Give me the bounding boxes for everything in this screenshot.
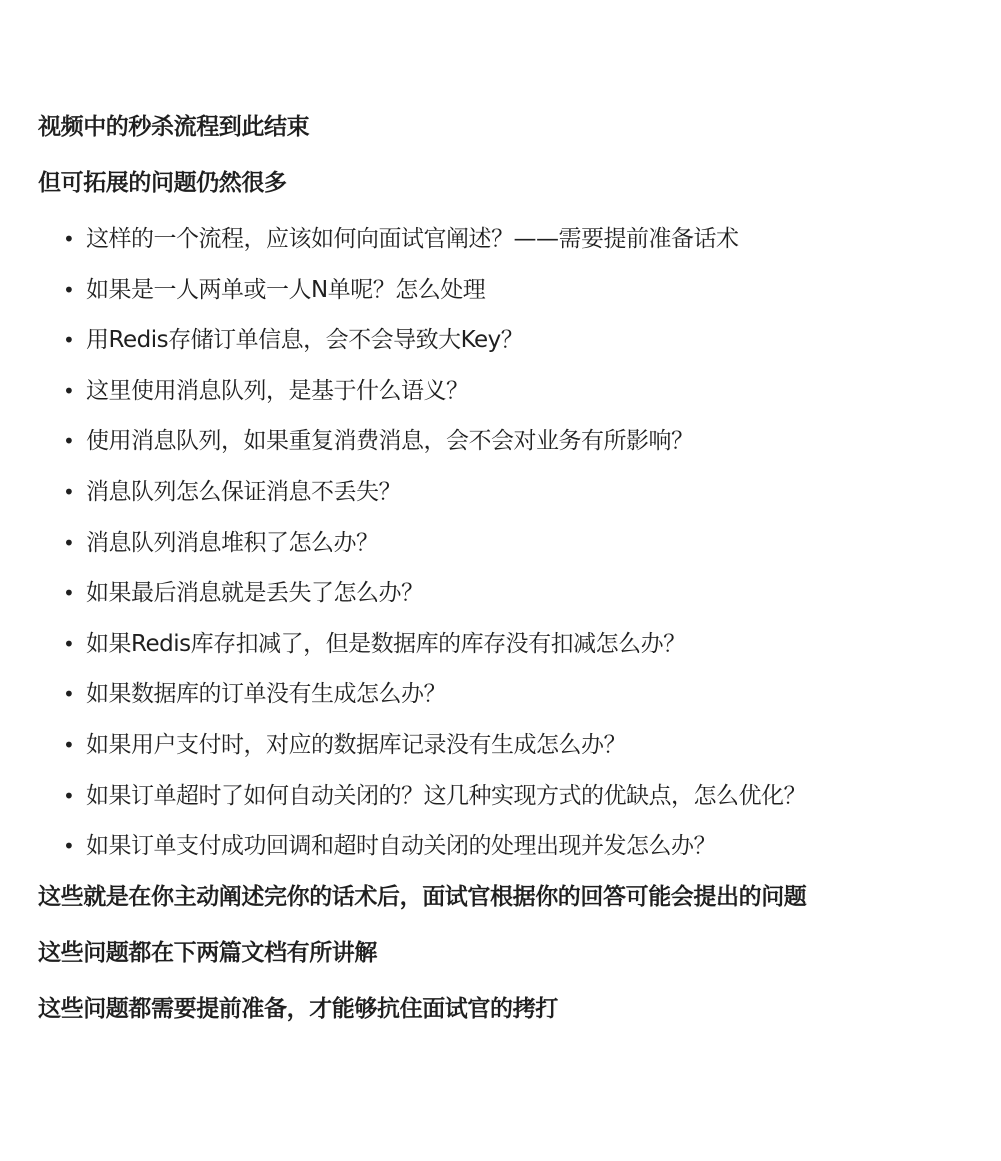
bullet-icon: • bbox=[63, 328, 75, 353]
list-item bbox=[63, 269, 978, 311]
list-item-text: 如果是一人两单或一人N单呢？怎么处理 bbox=[86, 276, 486, 303]
intro-line-2: 但可拓展的问题仍然很多 bbox=[38, 170, 287, 196]
list-item-text: 如果数据库的订单没有生成怎么办？ bbox=[86, 681, 446, 708]
outro-line-1: 这些就是在你主动阐述完你的话术后，面试官根据你的回答可能会提出的问题 bbox=[38, 883, 807, 910]
list-item bbox=[63, 370, 978, 412]
list-item-text: 消息队列消息堆积了怎么办？ bbox=[86, 529, 379, 556]
outro-line-3: 这些问题都需要提前准备，才能够抗住面试官的拷打 bbox=[38, 995, 558, 1022]
list-item bbox=[63, 522, 978, 564]
list-item bbox=[63, 825, 978, 867]
bullet-icon: • bbox=[63, 227, 75, 251]
intro-line-1: 视频中的秒杀流程到此结束 bbox=[38, 114, 310, 140]
list-item bbox=[63, 724, 978, 766]
bullet-icon: • bbox=[63, 277, 75, 302]
list-item bbox=[63, 218, 978, 260]
list-item-text: 如果Redis库存扣减了，但是数据库的库存没有扣减怎么办？ bbox=[86, 630, 686, 657]
list-item bbox=[63, 775, 978, 817]
bullet-icon: • bbox=[63, 479, 75, 504]
bullet-icon: • bbox=[63, 378, 75, 403]
list-item-text: 用Redis存储订单信息，会不会导致大Key？ bbox=[86, 327, 524, 354]
list-item-text: 这里使用消息队列，是基于什么语义？ bbox=[86, 377, 469, 404]
outro-line-2: 这些问题都在下两篇文档有所讲解 bbox=[38, 939, 378, 966]
list-item-text: 如果订单超时了如何自动关闭的？这几种实现方式的优缺点，怎么优化？ bbox=[86, 782, 806, 809]
list-item-text: 这样的一个流程，应该如何向面试官阐述？——需要提前准备话术 bbox=[86, 226, 739, 252]
list-item bbox=[63, 673, 978, 715]
bullet-icon: • bbox=[63, 530, 75, 555]
bullet-icon: • bbox=[63, 783, 75, 808]
bullet-icon: • bbox=[63, 732, 75, 757]
list-item-text: 消息队列怎么保证消息不丢失？ bbox=[86, 478, 401, 505]
bullet-icon: • bbox=[63, 834, 75, 859]
list-item bbox=[63, 420, 978, 462]
list-item-text: 如果用户支付时，对应的数据库记录没有生成怎么办？ bbox=[86, 731, 626, 758]
bullet-icon: • bbox=[63, 682, 75, 707]
list-item bbox=[63, 572, 978, 614]
list-item-text: 如果订单支付成功回调和超时自动关闭的处理出现并发怎么办？ bbox=[86, 833, 716, 860]
list-item-text: 如果最后消息就是丢失了怎么办？ bbox=[86, 580, 424, 607]
bullet-icon: • bbox=[63, 429, 75, 454]
list-item bbox=[63, 319, 978, 361]
bullet-icon: • bbox=[63, 581, 75, 606]
question-list bbox=[38, 218, 978, 867]
list-item-text: 使用消息队列，如果重复消费消息，会不会对业务有所影响？ bbox=[86, 428, 694, 455]
bullet-icon: • bbox=[63, 631, 75, 656]
document-body bbox=[38, 106, 978, 1044]
list-item bbox=[63, 623, 978, 665]
list-item bbox=[63, 471, 978, 513]
